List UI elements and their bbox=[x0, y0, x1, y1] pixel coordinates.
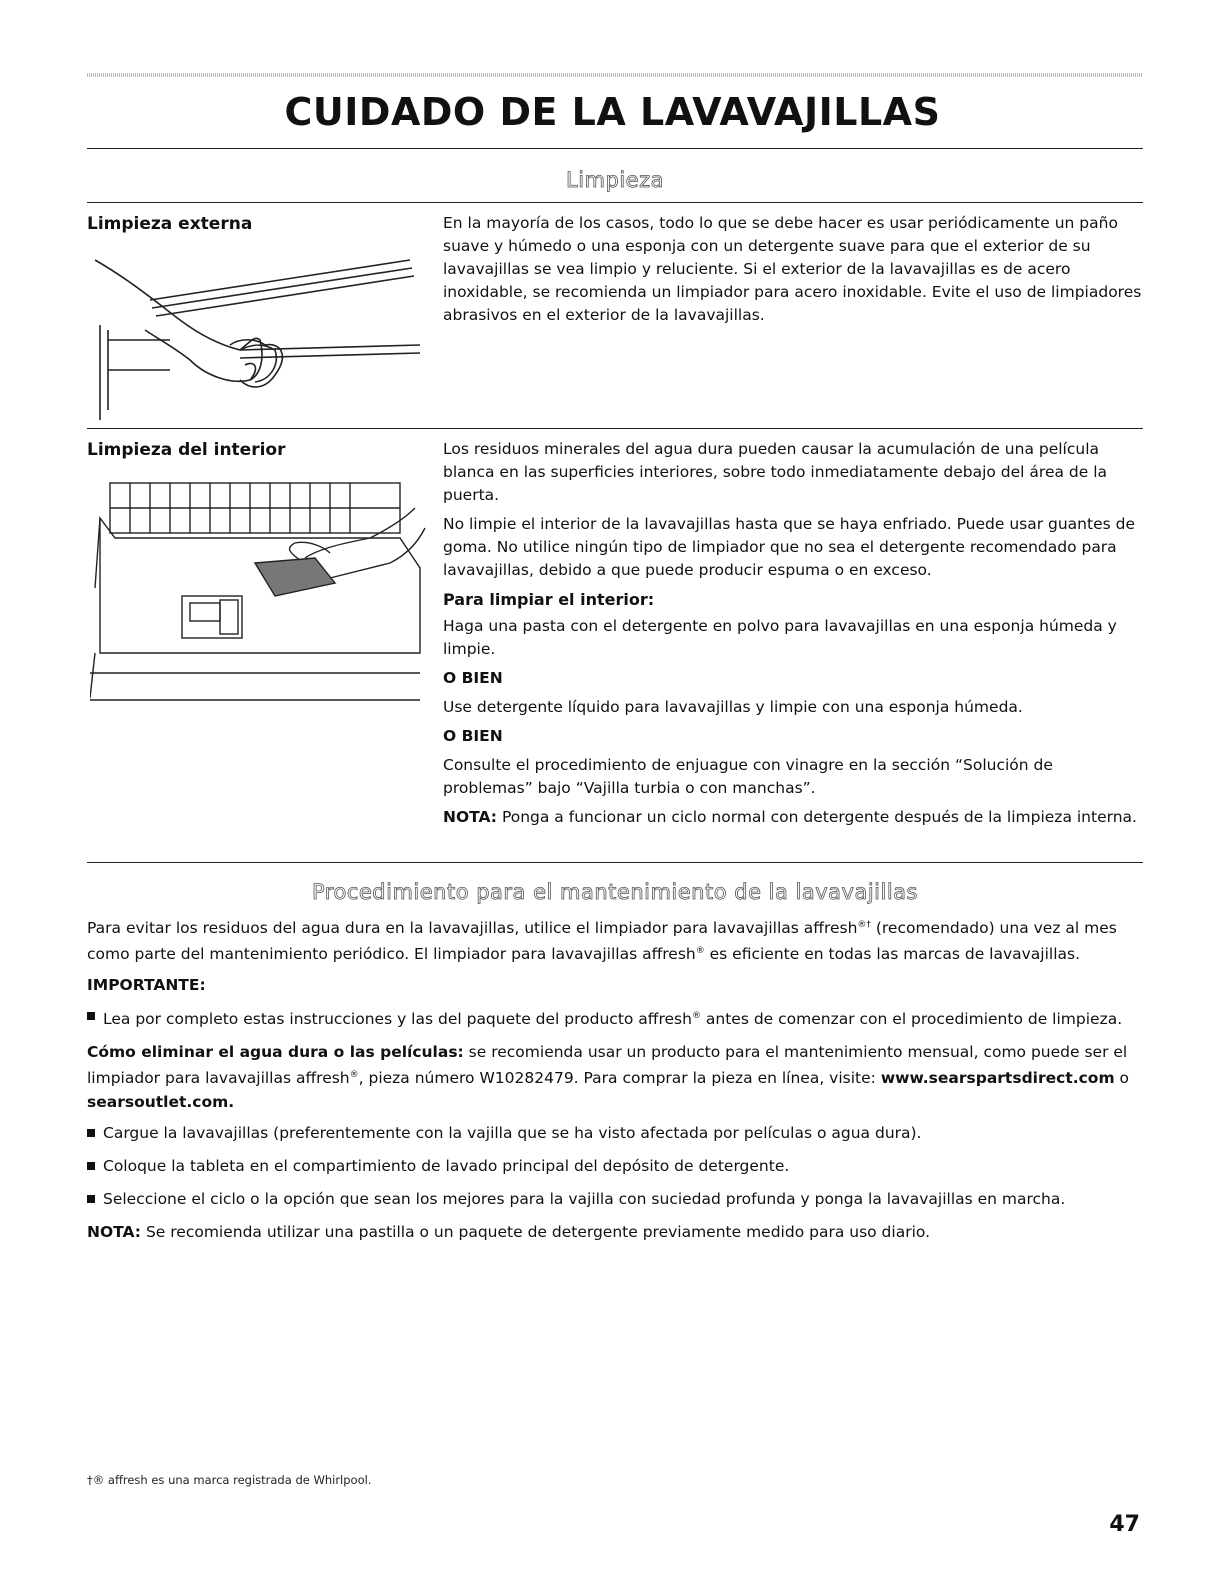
intro-text-b: (recomendado) una vez al mes como parte del mantenimiento periódico. El limpiador para lavavajillas affresh bbox=[87, 919, 1117, 964]
mantenimiento-block bbox=[87, 914, 1147, 1252]
como-text-c: o bbox=[1114, 1069, 1130, 1088]
bullet-square-icon bbox=[87, 1195, 95, 1203]
list-item bbox=[87, 1005, 1147, 1031]
interior-paragraph-2: No limpie el interior de la lavavajillas hasta que se haya enfriado. Puede usar guantes de goma. No utilice ningún tipo de limpiador que no sea el detergente recomendado para lavavajillas, debido a que puede producir espuma o en exceso. bbox=[443, 515, 1135, 579]
subheading-limpieza-interior: Limpieza del interior bbox=[87, 440, 286, 460]
nota-label: NOTA: bbox=[87, 1222, 142, 1241]
searsoutlet-link[interactable]: searsoutlet.com. bbox=[87, 1092, 235, 1111]
bullet1-sup: ® bbox=[691, 1011, 701, 1022]
como-text-a: se recomienda usar un producto para el mantenimiento mensual, como puede ser el limpiador para lavavajillas affresh bbox=[87, 1043, 1128, 1088]
bullet-square-icon bbox=[87, 1129, 95, 1137]
step-text: Seleccione el ciclo o la opción que sean los mejores para la vajilla con suciedad profunda y ponga la lavavajillas en marcha. bbox=[103, 1189, 1066, 1208]
obien-label-1: O BIEN bbox=[443, 669, 503, 687]
como-label: Cómo eliminar el agua dura o las películas: bbox=[87, 1043, 464, 1062]
page-number: 47 bbox=[1109, 1512, 1140, 1537]
subheading-limpieza-externa: Limpieza externa bbox=[87, 214, 253, 234]
section-heading-mantenimiento: Procedimiento para el mantenimiento de la lavavajillas bbox=[312, 880, 918, 904]
exterior-cleaning-illustration bbox=[90, 250, 430, 425]
externa-text-block bbox=[443, 212, 1143, 333]
para-limpiar-subheading: Para limpiar el interior: bbox=[443, 590, 655, 609]
bullet1-text-a: Lea por completo estas instrucciones y las del paquete del producto affresh bbox=[103, 1010, 692, 1029]
top-decorative-rule bbox=[87, 73, 1143, 77]
interior-paragraph-1: Los residuos minerales del agua dura pueden causar la acumulación de una película blanca en las superficies interiores, sobre todo inmediatamente debajo del área de la puerta. bbox=[443, 440, 1108, 504]
como-eliminar-paragraph bbox=[87, 1041, 1147, 1113]
bullet1-text-b: antes de comenzar con el procedimiento de limpieza. bbox=[700, 1010, 1123, 1029]
intro-text-a: Para evitar los residuos del agua dura en la lavavajillas, utilice el limpiador para lavavajillas affresh bbox=[87, 919, 858, 938]
subsection-divider bbox=[87, 428, 1143, 429]
obien-label-2: O BIEN bbox=[443, 727, 503, 745]
intro-text-c: es eficiente en todas las marcas de lavavajillas. bbox=[704, 945, 1081, 964]
section-divider bbox=[87, 202, 1143, 203]
list-item bbox=[87, 1122, 1147, 1145]
interior-text-block bbox=[443, 438, 1143, 835]
list-item bbox=[87, 1155, 1147, 1178]
section-divider-2 bbox=[87, 862, 1143, 863]
step-text: Cargue la lavavajillas (preferentemente con la vajilla que se ha visto afectada por películas o agua dura). bbox=[103, 1123, 922, 1142]
externa-paragraph: En la mayoría de los casos, todo lo que se debe hacer es usar periódicamente un paño suave y húmedo o una esponja con un detergente suave para que el exterior de su lavavajillas se vea limpio y reluciente. Si el exterior de la lavavajillas es de acero inoxidable, se recomienda un limpiador para acero inoxidable. Evite el uso de limpiadores abrasivos en el exterior de la lavavajillas. bbox=[443, 214, 1142, 324]
importante-label: IMPORTANTE: bbox=[87, 976, 206, 995]
footnote: †® affresh es una marca registrada de Whirlpool. bbox=[87, 1473, 372, 1487]
interior-paragraph-5: Consulte el procedimiento de enjuague con vinagre en la sección “Solución de problemas” bajo “Vajilla turbia o con manchas”. bbox=[443, 756, 1053, 797]
bullet-square-icon bbox=[87, 1162, 95, 1170]
como-text-b: , pieza número W10282479. Para comprar la pieza en línea, visite: bbox=[358, 1069, 881, 1088]
interior-paragraph-3: Haga una pasta con el detergente en polvo para lavavajillas en una esponja húmeda y limpie. bbox=[443, 617, 1117, 658]
page-title: CUIDADO DE LA LAVAVAJILLAS bbox=[284, 90, 941, 134]
mantenimiento-intro bbox=[87, 914, 1147, 966]
intro-sup: ®† bbox=[857, 920, 871, 930]
interior-cleaning-illustration bbox=[90, 478, 430, 708]
section-heading-limpieza: Limpieza bbox=[566, 168, 664, 192]
bullet-square-icon bbox=[87, 1012, 95, 1020]
interior-note bbox=[443, 806, 1143, 829]
step-text: Coloque la tableta en el compartimiento de lavado principal del depósito de detergente. bbox=[103, 1156, 790, 1175]
searspartsdirect-link[interactable]: www.searspartsdirect.com bbox=[880, 1069, 1115, 1088]
como-sup: ® bbox=[349, 1070, 359, 1081]
nota-label: NOTA: bbox=[443, 808, 498, 826]
list-item bbox=[87, 1188, 1147, 1211]
mantenimiento-note bbox=[87, 1221, 1147, 1244]
title-divider bbox=[87, 148, 1143, 149]
interior-paragraph-4: Use detergente líquido para lavavajillas y limpie con una esponja húmeda. bbox=[443, 698, 1023, 716]
intro-sup-2: ® bbox=[695, 946, 705, 957]
nota-text: Se recomienda utilizar una pastilla o un paquete de detergente previamente medido para uso diario. bbox=[141, 1222, 931, 1241]
nota-text: Ponga a funcionar un ciclo normal con detergente después de la limpieza interna. bbox=[497, 808, 1137, 826]
